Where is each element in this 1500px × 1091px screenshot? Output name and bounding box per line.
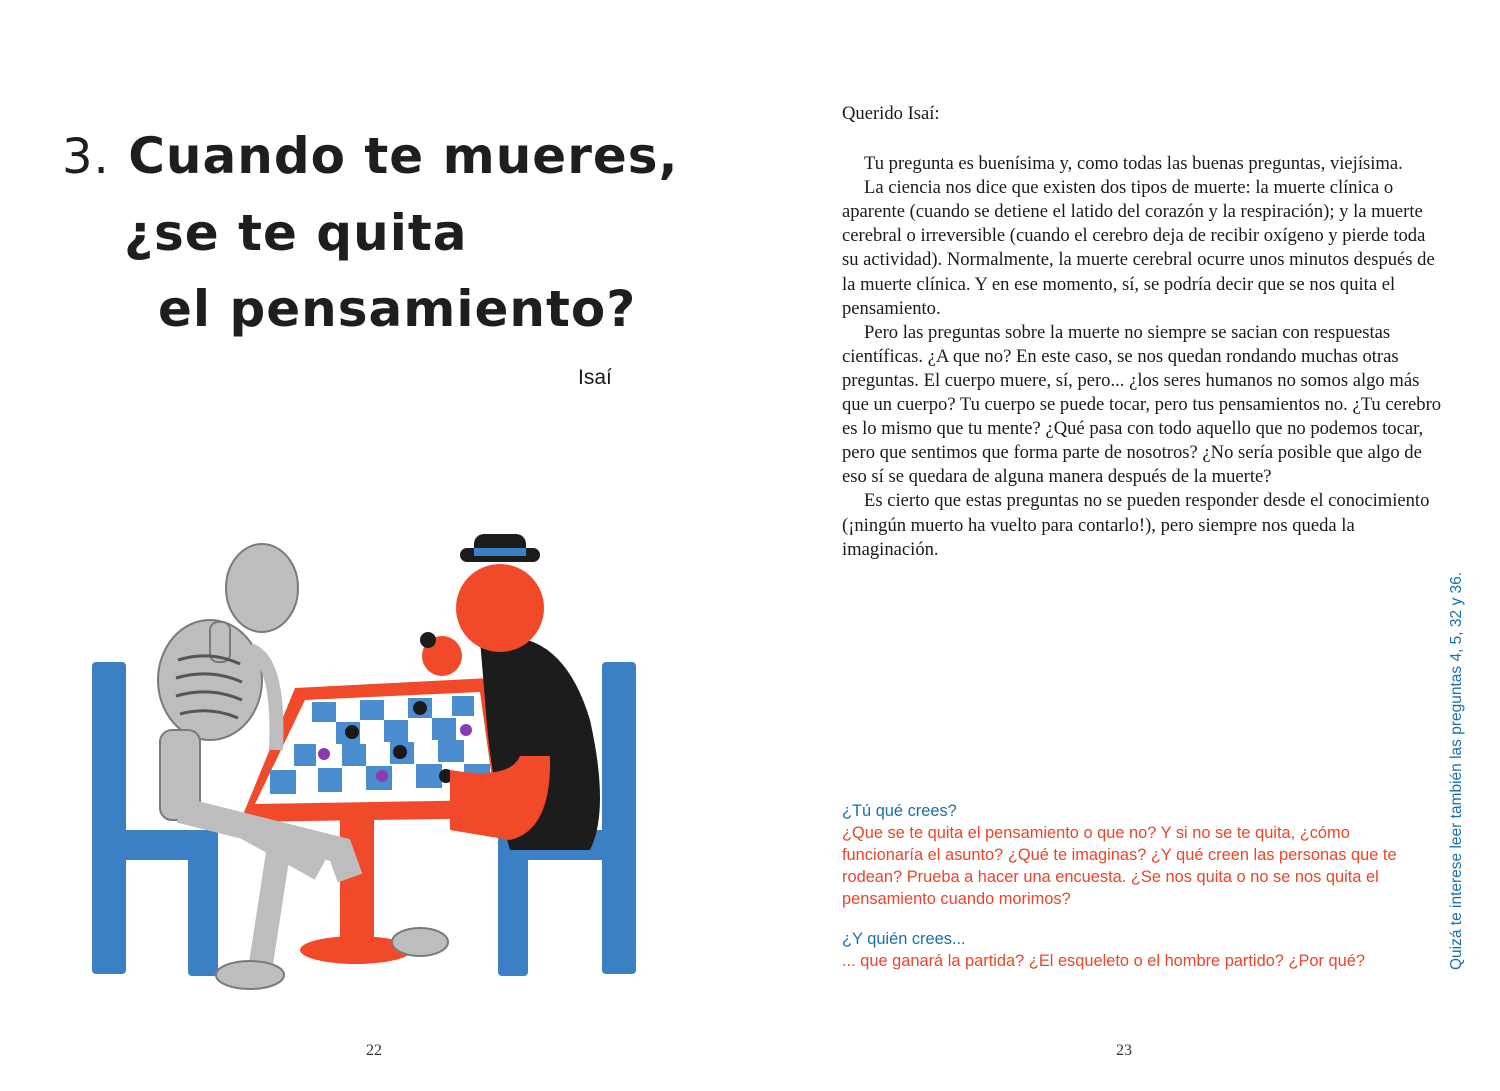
question-number: 3. <box>62 129 110 185</box>
title-line-2: ¿se te quita <box>124 204 468 262</box>
question-text: ... que ganará la partida? ¿El esqueleto o el hombre partido? ¿Por qué? <box>842 952 1366 970</box>
letter-paragraph: Es cierto que estas preguntas no se pueden responder desde el conocimiento (¡ningún muerto ha vuelto para contarlo!), pero siempre nos queda la imaginación. <box>842 490 1430 560</box>
title-line-3: el pensamiento? <box>158 280 637 338</box>
side-note-text: Quizá te interese leer también las preguntas 4, 5, 32 y 36. <box>1448 571 1465 970</box>
question-heading: ¿Tú qué crees? <box>842 802 957 820</box>
letter-body <box>842 102 1442 562</box>
page-number: 22 <box>366 1042 382 1059</box>
page-number: 23 <box>1116 1042 1132 1059</box>
question-box-2 <box>842 928 1422 972</box>
letter-paragraph: La ciencia nos dice que existen dos tipos de muerte: la muerte clínica o aparente (cuando se detiene el latido del corazón y la respiración); y la muerte cerebral o irreversible (cuando el cerebro deja de recibir oxígeno y pierde toda su actividad). Normalmente, la muerte cerebral ocurre unos minutos después de la muerte clínica. Y en ese momento, sí, se podría decir que se nos quita el pensamiento. <box>842 177 1435 319</box>
letter-paragraph: Pero las preguntas sobre la muerte no siempre se sacian con respuestas científicas. ¿A que no? En este caso, se nos quedan rondando muchas otras preguntas. El cuerpo muere, sí, pero... ¿los seres humanos no somos algo más que un cuerpo? Tu cuerpo se puede tocar, pero tus pensamientos no. ¿Tu cerebro es lo mismo que tu mente? ¿Qué pasa con todo aquello que no podemos tocar, pero que sentimos que forma parte de nosotros? ¿No sería posible que algo de eso sí se quedara de alguna manera después de la muerte? <box>842 321 1442 488</box>
question-box-1 <box>842 800 1422 910</box>
title-line-1: 3. Cuando te mueres, <box>62 127 679 185</box>
question-title <box>62 118 702 347</box>
right-page <box>750 0 1500 1091</box>
letter-greeting: Querido Isaí: <box>842 103 940 124</box>
question-heading: ¿Y quién crees... <box>842 930 966 948</box>
question-text: ¿Que se te quita el pensamiento o que no? Y si no se te quita, ¿cómo funcionaría el asunto? ¿Qué te imaginas? ¿Y qué creen las personas que te rodean? Prueba a hacer una encuesta. ¿Se nos quita o no se nos quita el pensamiento cuando morimos? <box>842 824 1397 908</box>
side-note <box>1448 571 1472 988</box>
asker-name: Isaí <box>578 366 612 389</box>
skeleton-chess-illustration <box>90 530 650 990</box>
letter-paragraph: Tu pregunta es buenísima y, como todas las buenas preguntas, viejísima. <box>864 153 1403 175</box>
